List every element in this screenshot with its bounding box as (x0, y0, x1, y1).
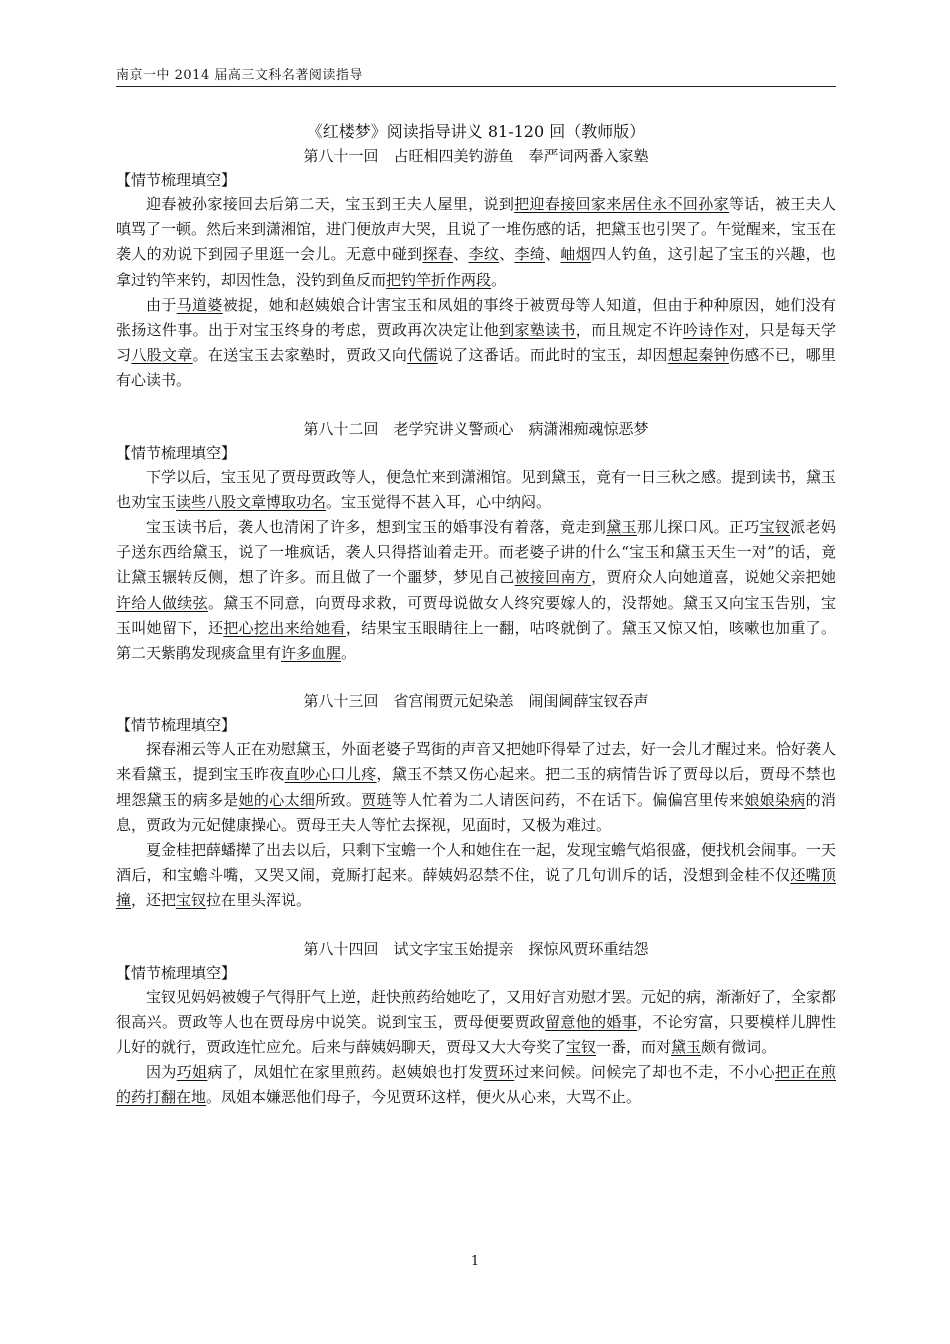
text-run: 夏金桂把薛蟠撵了出去以后，只剩下宝蟾一个人和她住在一起，发现宝蟾气焰很盛，便找机会闹事。一天酒后，和宝蟾斗嘴，又哭又闹，竟厮打起来。薛姨妈忍禁不住，说了几句训斥的话，没想到金桂不仅 (116, 841, 837, 885)
answer-underline: 还嘴顶撞 (116, 866, 836, 910)
section-label: 【情节梳理填空】 (116, 171, 237, 189)
text-run: 探春湘云等人正在劝慰黛玉，外面老婆子骂街的声音又把她吓得晕了过去，好一会儿才醒过来。恰好袭人来看黛玉，提到宝玉昨夜 (116, 740, 837, 784)
answer-underline: 娘娘染病 (744, 790, 806, 809)
text-run: 。 (491, 270, 507, 289)
answer-underline: 黛玉 (671, 1038, 702, 1057)
answer-underline: 吟诗作对 (683, 321, 745, 340)
body-paragraph (116, 1060, 836, 1110)
answer-underline: 巧姐 (176, 1063, 208, 1082)
text-run: 过来问候。问候完了却也不走，不小心 (514, 1063, 775, 1082)
section-label: 【情节梳理填空】 (116, 716, 237, 735)
answer-underline: 宝钗 (759, 518, 791, 537)
text-run: ，不论穷富，只要模样儿脾性儿好的就行，贾政连忙应允。后来与薛姨妈聊天，贾母又大大夸奖了 (116, 1012, 836, 1057)
answer-underline: 代儒 (407, 346, 438, 365)
text-run: 。黛玉不同意，向贾母求救，可贾母说做女人终究要嫁人的，没帮她。黛玉又向宝玉告别，宝玉叫她留下，还 (116, 593, 836, 637)
text-run: 宝玉读书后，袭人也清闲了许多，想到宝玉的婚事没有着落，竟走到 (146, 518, 607, 537)
text-run: ，黛玉不禁又伤心起来。把二玉的病情告诉了贾母以后，贾母不禁也埋怨黛玉的病多是 (116, 765, 836, 809)
text-run: 那儿探口风。正巧 (636, 518, 760, 537)
text-run: 伤感不已，哪里有心读书。 (116, 346, 836, 390)
text-run: 。凤姐本嫌恶他们母子，今见贾环这样，便火从心来，大骂不止。 (206, 1088, 642, 1107)
text-run: ，结果宝玉眼睛往上一翻，咕咚就倒了。黛玉又惊又怕，咳嗽也加重了。第二天紫鹃发现痰盒里有 (116, 618, 836, 663)
chapter-section (116, 689, 836, 913)
text-run: 说了这番话。而此时的宝玉，却因 (437, 346, 668, 365)
section-spacer (116, 666, 836, 689)
chapter-title: 第八十三回 省宫闱贾元妃染恙 闹闺阃薛宝钗吞声 (303, 692, 649, 711)
text-run: ，贾府众人向她道喜，说她父亲把她 (591, 568, 836, 587)
answer-underline: 被接回南方 (514, 568, 592, 587)
answer-underline: 把钓竿折作两段 (386, 270, 492, 289)
answer-underline: 读些八股文章博取功名 (176, 492, 327, 511)
text-run: ，只是每天学习 (116, 321, 836, 365)
answer-underline: 宝钗 (566, 1038, 597, 1057)
text-run: 由于 (146, 295, 177, 314)
answer-underline: 贾环 (483, 1063, 515, 1082)
text-run: 宝钗见妈妈被嫂子气得肝气上逆，赶快煎药给她吃了，又用好言劝慰才罢。元妃的病，渐渐好了，全家都很高兴。贾政等人也在贾母房中说笑。说到宝玉，贾母便要贾政 (116, 987, 837, 1031)
text-run: 。 (341, 644, 357, 663)
answer-underline: 黛玉 (606, 518, 637, 537)
document-title: 《红楼梦》阅读指导讲义 81-120 回（教师版） (306, 122, 646, 141)
text-run: ，还把 (131, 891, 177, 910)
section-label: 【情节梳理填空】 (116, 963, 237, 982)
answer-underline: 许给人做续弦 (116, 593, 208, 612)
answer-underline: 探春 (422, 245, 454, 264)
answer-underline: 直吵心口儿疼 (284, 765, 377, 784)
chapter-title: 第八十四回 试文字宝玉始提亲 探惊风贾环重结怨 (303, 939, 649, 958)
body-paragraph (116, 465, 836, 515)
answer-underline: 宝钗 (176, 891, 207, 910)
page-number: 1 (470, 1254, 480, 1269)
text-run: 迎春被孙家接回去后第二天，宝玉到王夫人屋里，说到 (146, 195, 515, 213)
text-run: 等话，被王夫人嗔骂了一顿。然后来到潇湘馆，进门便放声大哭，且说了一堆伤感的话，把黛玉也引哭了。午觉醒来，宝玉在袭人的劝说下到园子里逛一会儿。无意中碰到 (116, 195, 837, 264)
section-spacer (116, 394, 836, 417)
page-header: 南京一中 2014 届高三文科名著阅读指导 (116, 64, 836, 87)
answer-underline: 想起秦钟 (667, 346, 729, 365)
body-paragraph (116, 293, 836, 394)
section-spacer (116, 914, 836, 937)
section-label: 【情节梳理填空】 (116, 443, 237, 462)
answer-underline: 李绮 (514, 245, 546, 264)
answer-underline: 留意他的婚事 (545, 1012, 638, 1031)
chapter-section (116, 417, 836, 667)
answer-underline: 贾琏 (361, 790, 392, 809)
answer-underline: 许多血腥 (281, 644, 342, 663)
answer-underline: 把迎春接回家来居住永不回孙家 (514, 195, 729, 213)
body-paragraph (116, 192, 836, 293)
text-run: 颇有微词。 (701, 1038, 777, 1057)
text-run: 下学以后，宝玉见了贾母贾政等人，便急忙来到潇湘馆。见到黛玉，竟有一日三秋之感。提到读书，黛玉也劝宝玉 (116, 467, 837, 511)
text-run: 被捉，她和赵姨娘合计害宝玉和凤姐的事终于被贾母等人知道，但由于种种原因，她们没有张扬这件事。出于对宝玉终身的考虑，贾政再次决定让他 (116, 295, 836, 340)
text-run: 、 (453, 245, 469, 264)
chapter-section (116, 144, 836, 394)
chapter-section (116, 937, 836, 1111)
text-run: 、 (499, 245, 515, 264)
text-run: 所致。 (315, 790, 362, 809)
chapter-title: 第八十二回 老学究讲义警顽心 病潇湘痴魂惊恶梦 (303, 419, 649, 438)
answer-underline: 八股文章 (131, 346, 193, 365)
document-body (116, 120, 836, 1111)
answer-underline: 岫烟 (560, 245, 592, 264)
answer-underline: 马道婆 (176, 295, 223, 314)
text-run: 因为 (146, 1063, 177, 1082)
text-run: 病了，凤姐忙在家里煎药。赵姨娘也打发 (207, 1063, 484, 1082)
chapter-title: 第八十一回 占旺相四美钓游鱼 奉严词两番入家塾 (303, 147, 649, 165)
text-run: 拉在里头浑说。 (206, 891, 312, 910)
body-paragraph (116, 838, 836, 914)
body-paragraph (116, 985, 836, 1061)
answer-underline: 她的心太细 (238, 790, 316, 809)
text-run: ，而且规定不许 (575, 321, 684, 340)
text-run: 。在送宝玉去家塾时，贾政又向 (192, 346, 408, 365)
text-run: 四人钓鱼，这引起了宝玉的兴趣，也拿过钓竿来钓，却因性急，没钓到鱼反而 (116, 245, 836, 289)
body-paragraph (116, 737, 836, 838)
answer-underline: 到家塾读书 (499, 321, 576, 340)
answer-underline: 把正在煎的药打翻在地 (116, 1063, 836, 1107)
body-paragraph (116, 515, 836, 666)
text-run: 、 (545, 245, 561, 264)
text-run: 的消息，贾政为元妃健康操心。贾母王夫人等忙去探视，见面时，又极为难过。 (116, 790, 836, 834)
chapter-list (116, 144, 836, 1111)
text-run: 派老妈子送东西给黛玉，说了一堆疯话，袭人只得搭讪着走开。而老婆子讲的什么“宝玉和黛玉天生一对”的话，竟让黛玉辗转反侧，想了许多。而且做了一个噩梦，梦见自己 (116, 518, 836, 587)
text-run: 一番，而对 (596, 1038, 672, 1057)
answer-underline: 李纹 (468, 245, 500, 264)
answer-underline: 把心挖出来给她看 (223, 618, 346, 637)
text-run: 等人忙着为二人请医问药，不在话下。偏偏宫里传来 (391, 790, 745, 809)
text-run: 。宝玉觉得不甚入耳，心中纳闷。 (326, 492, 552, 511)
